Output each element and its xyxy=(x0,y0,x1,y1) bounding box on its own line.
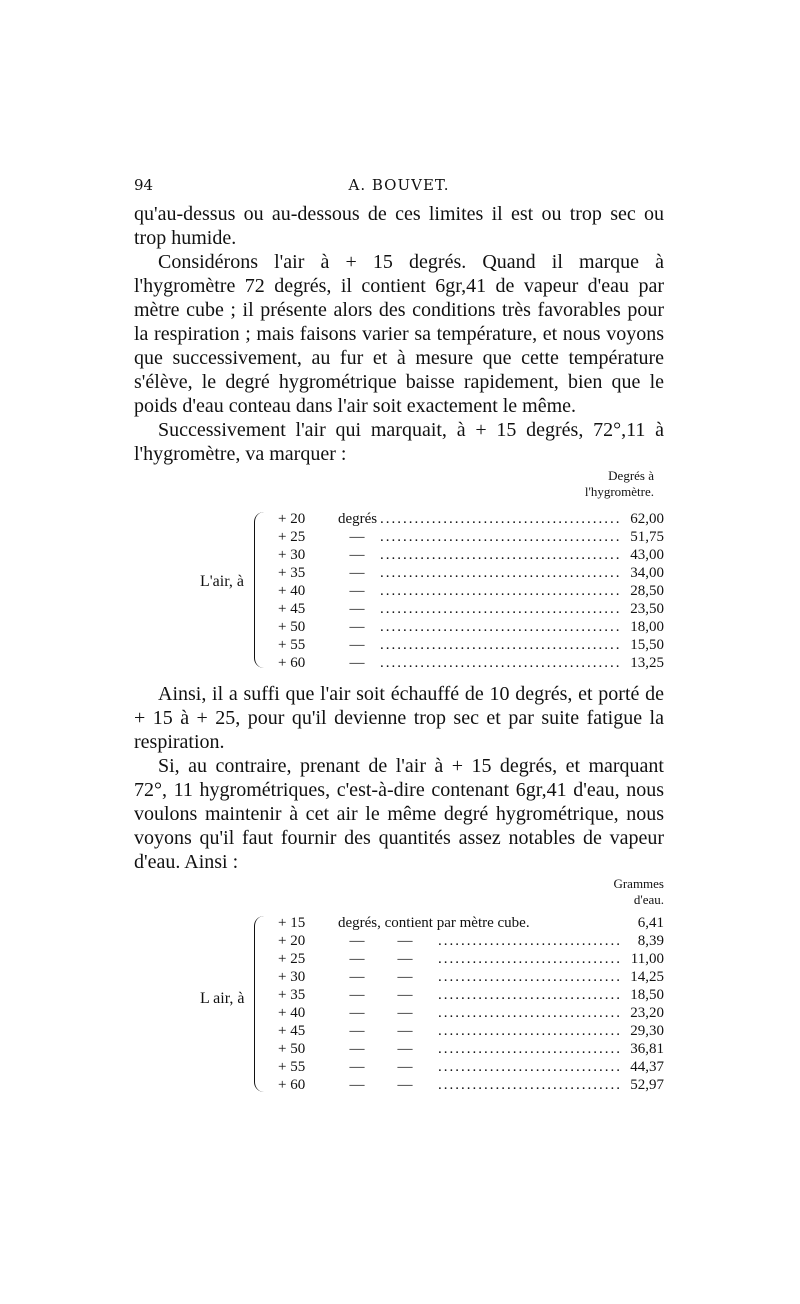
page-number: 94 xyxy=(134,176,154,194)
row-temperature: + 50 xyxy=(278,619,306,635)
row-unit: — xyxy=(349,529,365,545)
table1-side-label: L'air, à xyxy=(200,573,244,590)
table-row xyxy=(134,546,664,564)
row-value: 13,25 xyxy=(630,655,664,671)
table-row xyxy=(134,510,664,528)
row-unit: — xyxy=(349,655,365,671)
table1-header-line1: Degrés à xyxy=(608,468,654,483)
row-value: 8,39 xyxy=(637,933,664,949)
water-content-table xyxy=(134,914,664,1094)
row-unit-ditto: — xyxy=(397,1023,413,1039)
dot-leader xyxy=(376,564,620,582)
row-value: 23,50 xyxy=(630,601,664,617)
row-unit-ditto: — xyxy=(397,933,413,949)
dot-leader xyxy=(376,582,620,600)
row-unit-ditto: — xyxy=(397,969,413,985)
table-row xyxy=(134,528,664,546)
table-row xyxy=(134,600,664,618)
row-unit: — xyxy=(349,933,365,949)
table1-rows xyxy=(134,510,664,672)
paragraph-considerons: Considérons l'air à + 15 degrés. Quand il marque à l'hygromètre 72 degrés, il contient 6gr,41 de vapeur d'eau par mètre cube ; il présente alors des conditions très favorables pour la respiration ; mais faisons varier sa température, et nous voyons que successivement, au fur et à mesure que cette température s'élève, le degré hygrométrique baisse rapidement, bien que le poids d'eau conteau dans l'air soit exactement le même. xyxy=(134,251,664,417)
paragraph-successivement: Successivement l'air qui marquait, à + 15 degrés, 72°,11 à l'hygromètre, va marquer : xyxy=(134,419,664,465)
row-value: 51,75 xyxy=(630,529,664,545)
row-unit: — xyxy=(349,1005,365,1021)
row-value: 52,97 xyxy=(630,1077,664,1093)
table-row xyxy=(134,1076,664,1094)
dot-leader xyxy=(434,1058,620,1076)
dot-leader xyxy=(376,510,620,528)
row-value: 34,00 xyxy=(630,565,664,581)
row-temperature: + 35 xyxy=(278,565,306,581)
row-value: 36,81 xyxy=(630,1041,664,1057)
table-row xyxy=(134,654,664,672)
row-unit: — xyxy=(349,547,365,563)
table-row xyxy=(134,618,664,636)
row-temperature: + 25 xyxy=(278,951,306,967)
row-value: 44,37 xyxy=(630,1059,664,1075)
row-temperature: + 30 xyxy=(278,547,306,563)
row-temperature: + 20 xyxy=(278,511,306,527)
dot-leader xyxy=(376,546,620,564)
table2-column-header xyxy=(134,876,664,908)
row-unit: — xyxy=(349,601,365,617)
dot-leader xyxy=(376,636,620,654)
row-temperature: + 45 xyxy=(278,1023,306,1039)
table-row xyxy=(134,1058,664,1076)
row-temperature: + 60 xyxy=(278,655,306,671)
row-unit: — xyxy=(349,637,365,653)
row-unit: — xyxy=(349,619,365,635)
running-head xyxy=(134,176,664,202)
row-unit: — xyxy=(349,1023,365,1039)
dot-leader xyxy=(434,950,620,968)
row-unit: — xyxy=(349,969,365,985)
row-temperature: + 50 xyxy=(278,1041,306,1057)
dot-leader xyxy=(376,654,620,672)
row-temperature: + 60 xyxy=(278,1077,306,1093)
row-temperature: + 55 xyxy=(278,637,306,653)
dot-leader xyxy=(376,528,620,546)
row-unit-ditto: — xyxy=(397,1005,413,1021)
dot-leader xyxy=(434,968,620,986)
row-temperature: + 35 xyxy=(278,987,306,1003)
table1-column-header xyxy=(134,468,654,500)
dot-leader xyxy=(434,986,620,1004)
paragraph-ainsi: Ainsi, il a suffi que l'air soit échauffé de 10 degrés, et porté de + 15 à + 25, pour qu'il devienne trop sec et par suite fatigue la respiration. xyxy=(134,683,664,753)
row-value: 43,00 xyxy=(630,547,664,563)
row-temperature: + 40 xyxy=(278,583,306,599)
dot-leader xyxy=(434,932,620,950)
book-page xyxy=(134,176,664,1094)
dot-leader xyxy=(434,1076,620,1094)
row-unit-ditto: — xyxy=(397,951,413,967)
row-value: 11,00 xyxy=(630,951,664,967)
table-row xyxy=(134,950,664,968)
table1-header-line2: l'hygromètre. xyxy=(584,484,654,499)
row-value: 18,00 xyxy=(630,619,664,635)
table2-rows xyxy=(134,932,664,1094)
row-value: 6,41 xyxy=(637,915,664,931)
paragraph-si-au-contraire: Si, au contraire, prenant de l'air à + 15 degrés, et marquant 72°, 11 hygrométriques, c'est-à-dire contenant 6gr,41 d'eau, nous voulons maintenir à cet air le même degré hygrométrique, nous voyons qu'il faut fournir des quantités assez notables de vapeur d'eau. Ainsi : xyxy=(134,755,664,873)
row-value: 23,20 xyxy=(630,1005,664,1021)
row-temperature: + 15 xyxy=(278,915,306,931)
table-row xyxy=(134,1022,664,1040)
row-temperature: + 30 xyxy=(278,969,306,985)
row-unit: — xyxy=(349,987,365,1003)
table1-brace xyxy=(254,512,265,668)
table2-first-row xyxy=(134,914,664,932)
row-unit: — xyxy=(349,951,365,967)
table-row xyxy=(134,1040,664,1058)
row-unit-ditto: — xyxy=(397,1059,413,1075)
dot-leader xyxy=(434,1004,620,1022)
row-unit: — xyxy=(349,565,365,581)
paragraph-continuation: qu'au-dessus ou au-dessous de ces limites il est ou trop sec ou trop humide. xyxy=(134,203,664,249)
row-unit: degrés xyxy=(338,511,378,527)
row-temperature: + 55 xyxy=(278,1059,306,1075)
running-head-author: A. BOUVET. xyxy=(348,176,450,194)
row-unit: — xyxy=(349,1059,365,1075)
row-value: 29,30 xyxy=(630,1023,664,1039)
row-value: 28,50 xyxy=(630,583,664,599)
row-temperature: + 25 xyxy=(278,529,306,545)
row-temperature: + 45 xyxy=(278,601,306,617)
table2-header-line2: d'eau. xyxy=(633,892,664,907)
table-row xyxy=(134,968,664,986)
row-temperature: + 20 xyxy=(278,933,306,949)
table2-header-line1: Grammes xyxy=(613,876,664,891)
row-temperature: + 40 xyxy=(278,1005,306,1021)
row-unit: — xyxy=(349,1077,365,1093)
row-unit-ditto: — xyxy=(397,1077,413,1093)
row-unit: — xyxy=(349,583,365,599)
row-value: 18,50 xyxy=(630,987,664,1003)
table-row xyxy=(134,932,664,950)
hygrometer-table xyxy=(134,510,664,672)
row-value: 62,00 xyxy=(630,511,664,527)
row-value: 14,25 xyxy=(630,969,664,985)
dot-leader xyxy=(434,1040,620,1058)
table2-side-label: L air, à xyxy=(200,990,245,1007)
row-unit-ditto: — xyxy=(397,1041,413,1057)
row-description: degrés, contient par mètre cube. xyxy=(338,915,530,931)
row-unit-ditto: — xyxy=(397,987,413,1003)
dot-leader xyxy=(376,618,620,636)
row-value: 15,50 xyxy=(630,637,664,653)
row-unit: — xyxy=(349,1041,365,1057)
table2-brace xyxy=(254,916,265,1092)
dot-leader xyxy=(434,1022,620,1040)
dot-leader xyxy=(376,600,620,618)
table-row xyxy=(134,636,664,654)
